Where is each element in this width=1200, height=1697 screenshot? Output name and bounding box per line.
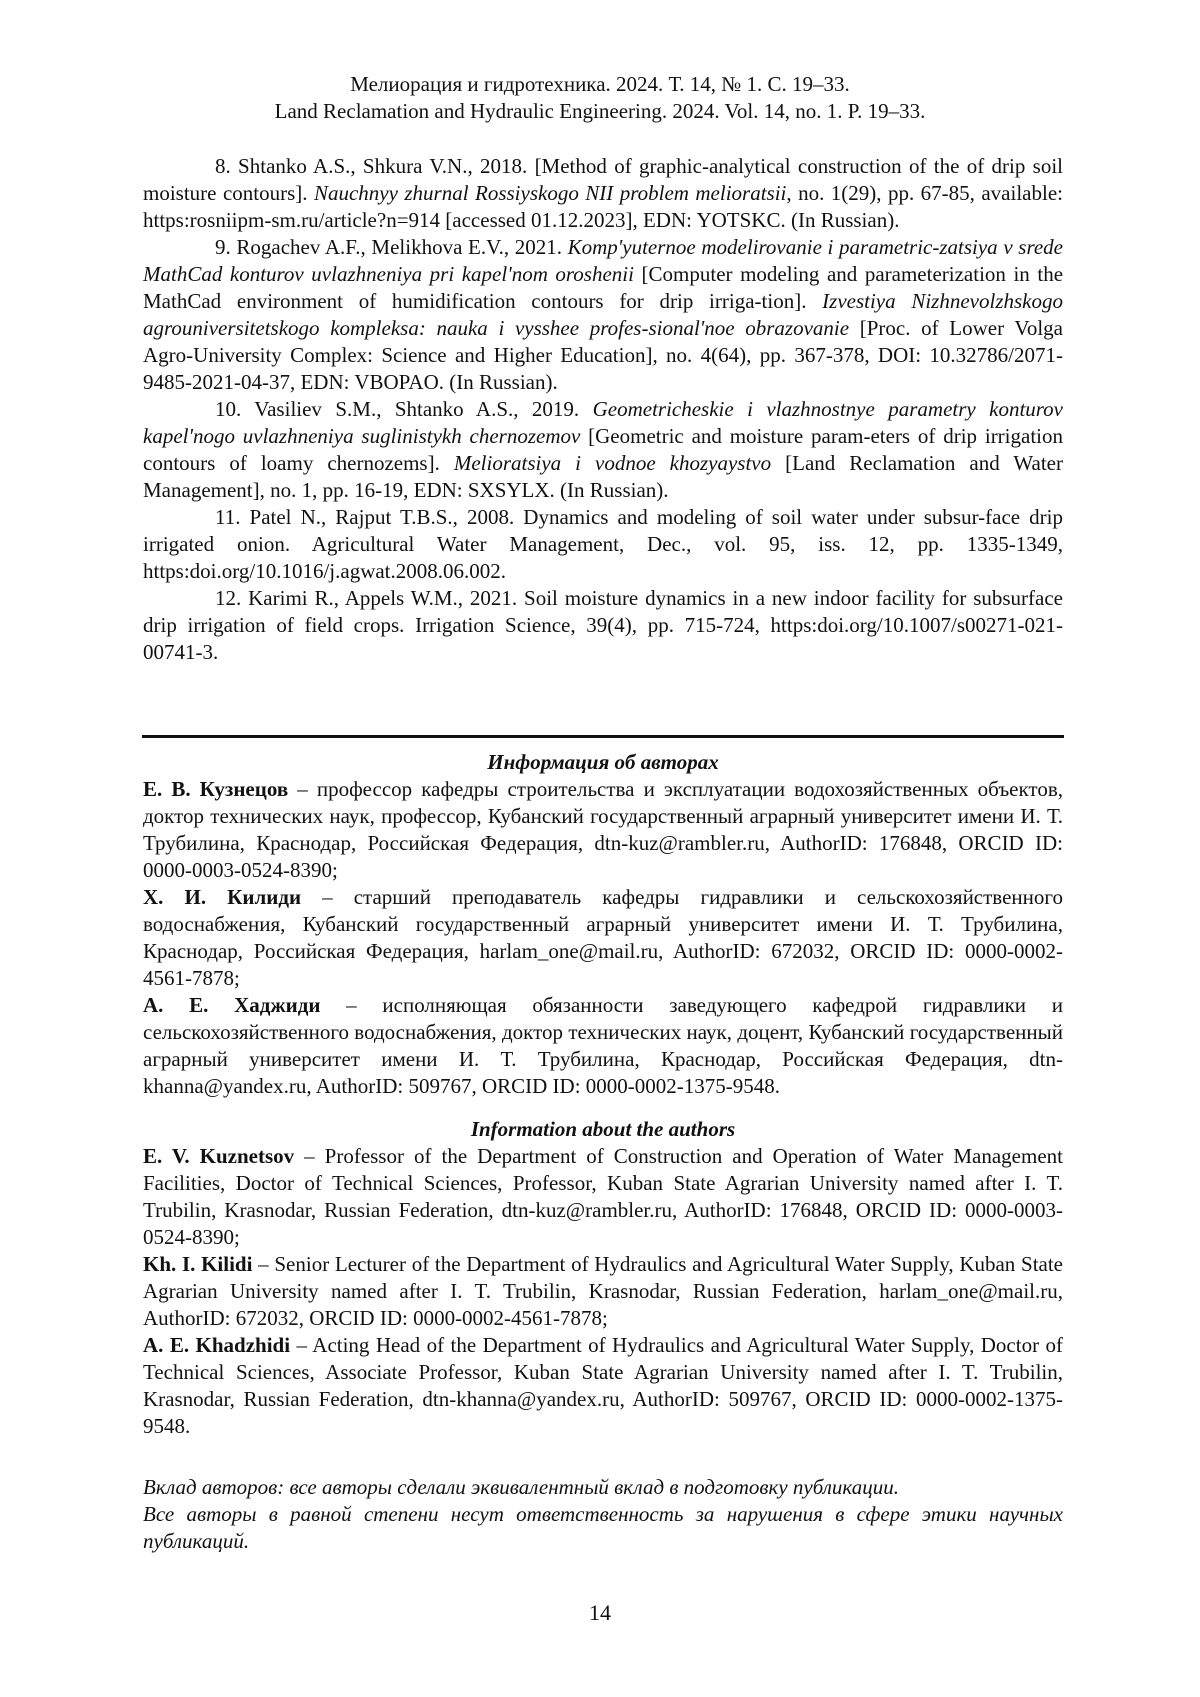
author-entry bbox=[143, 884, 1063, 992]
authors-info-en-title: Information about the authors bbox=[470, 1117, 736, 1141]
authors-info-en bbox=[143, 1116, 1063, 1440]
reference-text: [Computer modeling and parameterization in the MathCad environment of humidification contours for drip irriga-tion]. bbox=[143, 262, 1064, 313]
reference-text: 10. Vasiliev S.M., Shtanko A.S., 2019. bbox=[215, 397, 593, 421]
reference-journal: Nauchnyy zhurnal Rossiyskogo NII problem melioratsii bbox=[313, 181, 787, 205]
reference-item bbox=[143, 153, 1063, 234]
author-details: – профессор кафедры строительства и эксплуатации водохозяйственных объектов, доктор технических наук, профессор, Кубанский государственный аграрный университет имени И. Т. Трубилина, Краснодар, Российская Федерация, dtn-kuz@rambler.ru, AuthorID: 176848, ORCID ID: 0000-0003-0524-8390; bbox=[143, 777, 1063, 882]
author-details: – Acting Head of the Department of Hydraulics and Agricultural Water Supply, Doctor of Technical Sciences, Associate Professor, Kuban State Agrarian University named after I. T. Trubilin, Krasnodar, Russian Federation, dtn-khanna@yandex.ru, AuthorID: 509767, ORCID ID: 0000-0002-1375-9548. bbox=[143, 1333, 1063, 1438]
author-entry bbox=[143, 1251, 1063, 1332]
authors-info-ru bbox=[143, 749, 1063, 1100]
authors-contribution bbox=[143, 1474, 1063, 1555]
reference-text: [Geometric and moisture param-eters of drip irrigation contours of loamy chernozems]. bbox=[143, 424, 1064, 475]
author-details: – Senior Lecturer of the Department of Hydraulics and Agricultural Water Supply, Kuban State Agrarian University named after I. T. Trubilin, Krasnodar, Russian Federation, harlam_one@mail.ru, AuthorID: 672032, ORCID ID: 0000-0002-4561-7878; bbox=[143, 1252, 1064, 1330]
page-number: 14 bbox=[589, 1600, 611, 1625]
author-details: – Professor of the Department of Construction and Operation of Water Management Facilities, Doctor of Technical Sciences, Professor, Kuban State Agrarian University named after I. T. Trubilin, Krasnodar, Russian Federation, dtn-kuz@rambler.ru, AuthorID: 176848, ORCID ID: 0000-0003-0524-8390; bbox=[143, 1144, 1063, 1249]
reference-item: 11. Patel N., Rajput T.B.S., 2008. Dynamics and modeling of soil water under subsur-face drip irrigated onion. Agricultural Water Management, Dec., vol. 95, iss. 12, pp. 1335-1349, https:doi.org/10.1016/j.agwat.2008.06.002. bbox=[143, 505, 1063, 583]
reference-item: 12. Karimi R., Appels W.M., 2021. Soil moisture dynamics in a new indoor facility for subsurface drip irrigation of field crops. Irrigation Science, 39(4), pp. 715-724, https:doi.org/10.1007/s00271-021-00741-3. bbox=[143, 586, 1063, 664]
reference-text: , no. 1(29), pp. 67-85, available: https:rosniipm-sm.ru/article?n=914 [accessed 01.12.2023], EDN: YOTSKC. (In Russian). bbox=[143, 181, 1063, 232]
author-entry bbox=[143, 992, 1063, 1100]
author-entry bbox=[143, 1143, 1063, 1251]
reference-journal: Melioratsiya i vodnoe khozyaystvo bbox=[453, 451, 772, 475]
reference-title: Komp'yuternoe modelirovanie i parametric-zatsiya v srede MathCad konturov uvlazhneniya pri kapel'nom oroshenii bbox=[143, 235, 1063, 286]
author-name: E. V. Kuznetsov bbox=[143, 1144, 295, 1168]
author-entry bbox=[143, 776, 1063, 884]
reference-text: 9. Rogachev A.F., Melikhova E.V., 2021. bbox=[215, 235, 568, 259]
journal-header-ru: Мелиорация и гидротехника. 2024. Т. 14, № 1. С. 19–33. bbox=[350, 72, 850, 96]
reference-item bbox=[143, 396, 1063, 504]
author-details: – исполняющая обязанности заведующего кафедрой гидравлики и сельскохозяйственного водоснабжения, доктор технических наук, доцент, Кубанский государственный аграрный университет имени И. Т. Трубилина, Краснодар, Российская Федерация, dtn-khanna@yandex.ru, AuthorID: 509767, ORCID ID: 0000-0002-1375-9548. bbox=[143, 993, 1063, 1098]
reference-text: [Proc. of Lower Volga Agro-University Complex: Science and Higher Education], no. 4(64), pp. 367-378, DOI: 10.32786/2071-9485-2021-04-37, EDN: VBOPAO. (In Russian). bbox=[143, 316, 1063, 394]
author-name: Kh. I. Kilidi bbox=[143, 1252, 253, 1276]
reference-item bbox=[143, 234, 1063, 396]
section-divider bbox=[142, 735, 1064, 738]
author-details: – старший преподаватель кафедры гидравлики и сельскохозяйственного водоснабжения, Кубанский государственный аграрный университет имени И. Т. Трубилина, Краснодар, Российская Федерация, harlam_one@mail.ru, AuthorID: 672032, ORCID ID: 0000-0002-4561-7878; bbox=[143, 885, 1063, 990]
author-name: Х. И. Килиди bbox=[143, 885, 302, 909]
contribution-statement: Вклад авторов: все авторы сделали эквивалентный вклад в подготовку публикации. bbox=[143, 1475, 899, 1499]
responsibility-statement: Все авторы в равной степени несут ответственность за нарушения в сфере этики научных публикаций. bbox=[143, 1502, 1063, 1553]
authors-info-ru-title: Информация об авторах bbox=[487, 750, 719, 774]
reference-text: 8. Shtanko A.S., Shkura V.N., 2018. [Method of graphic-analytical construction of the of drip soil moisture contours]. bbox=[143, 154, 1063, 205]
reference-title: Geometricheskie i vlazhnostnye parametry konturov kapel'nogo uvlazhneniya suglinistykh chernozemov bbox=[143, 397, 1063, 448]
reference-text: [Land Reclamation and Water Management], no. 1, pp. 16-19, EDN: SXSYLX. (In Russian). bbox=[143, 451, 1063, 502]
reference-list bbox=[143, 153, 1063, 666]
author-name: A. E. Khadzhidi bbox=[143, 1333, 291, 1357]
author-entry bbox=[143, 1332, 1063, 1440]
reference-journal: Izvestiya Nizhnevolzhskogo agrouniversitetskogo kompleksa: nauka i vysshee profes-sional'noe obrazovanie bbox=[143, 289, 1063, 340]
journal-header-en: Land Reclamation and Hydraulic Engineering. 2024. Vol. 14, no. 1. P. 19–33. bbox=[274, 99, 926, 123]
author-name: А. Е. Хаджиди bbox=[143, 993, 321, 1017]
author-name: Е. В. Кузнецов bbox=[143, 777, 289, 801]
